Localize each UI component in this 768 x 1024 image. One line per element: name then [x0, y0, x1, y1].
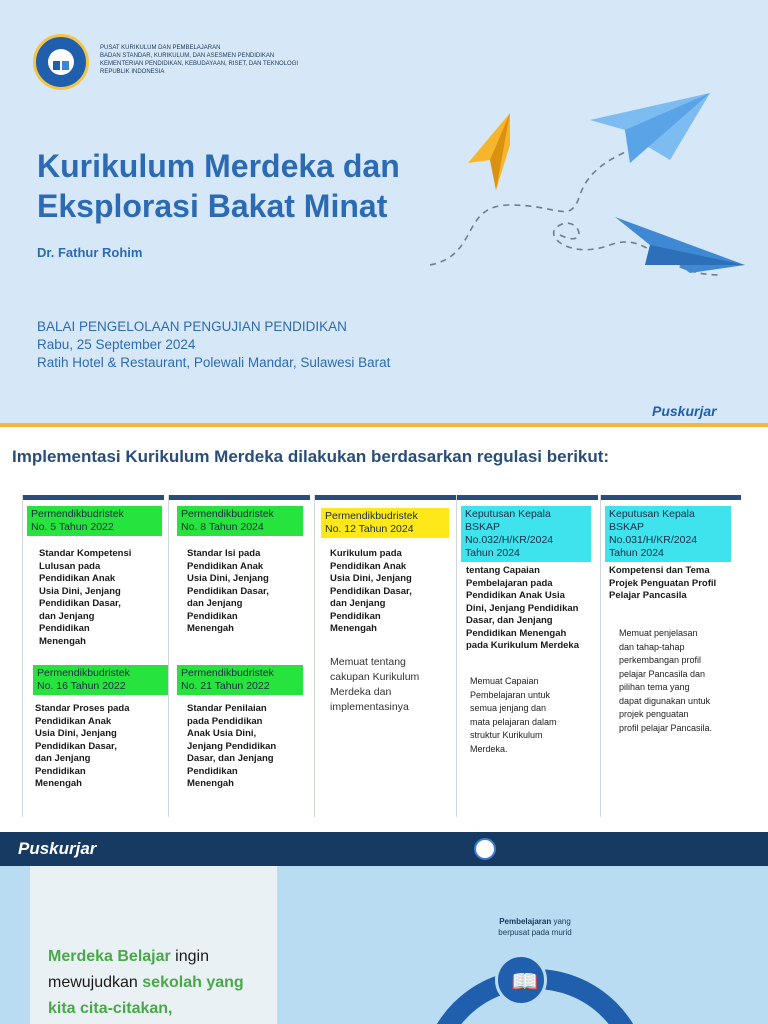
regulation-label: Permendikbudristek No. 5 Tahun 2022 [27, 506, 162, 536]
regulation-slide [0, 427, 768, 832]
regulation-column-3 [314, 495, 456, 817]
regulation-summary: Memuat tentang cakupan Kurikulum Merdeka dan implementasinya [330, 656, 420, 713]
event-info [37, 318, 390, 372]
institution-line: KEMENTERIAN PENDIDIKAN, KEBUDAYAAN, RISET, DAN TEKNOLOGI [100, 61, 299, 67]
body-text: ingin mewujudkan [48, 948, 209, 991]
institution-line: REPUBLIK INDONESIA [100, 69, 165, 75]
paper-planes-illustration-icon [420, 85, 760, 295]
regulation-description: Standar Proses pada Pendidikan Anak Usia Dini, Jenjang Pendidikan Dasar, dan Jenjang Pendidikan Menengah [35, 703, 130, 789]
event-date: Rabu, 25 September 2024 [37, 337, 196, 352]
regulation-description: tentang Capaian Pembelajaran pada Pendidikan Anak Usia Dini, Jenjang Pendidikan Dasar, dan Jenjang Pendidikan Menengah pada Kurikulum Merdeka [466, 565, 579, 651]
slide-header-bar [0, 832, 768, 866]
regulation-label: Keputusan Kepala BSKAP No.032/H/KR/2024 Tahun 2024 [461, 506, 591, 562]
author-name: Dr. Fathur Rohim [37, 245, 143, 260]
puskurjar-brand: Puskurjar [652, 403, 717, 419]
highlight-text: Merdeka Belajar [48, 948, 171, 965]
regulation-column-1 [22, 495, 164, 817]
label-bold: Pembelajaran [499, 917, 552, 926]
regulation-label: Keputusan Kepala BSKAP No.031/H/KR/2024 Tahun 2024 [605, 506, 731, 562]
student-centered-label [465, 916, 605, 938]
merdeka-belajar-statement [48, 944, 268, 1022]
event-venue: Ratih Hotel & Restaurant, Polewali Mandar, Sulawesi Barat [37, 355, 391, 370]
merdeka-belajar-slide [0, 866, 768, 1024]
regulation-column-2 [168, 495, 310, 817]
title-line-1: Kurikulum Merdeka dan [37, 148, 400, 184]
institution-block [100, 44, 298, 76]
title-line-2: Eksplorasi Bakat Minat [37, 188, 388, 224]
label-rest: yang berpusat pada murid [498, 917, 572, 937]
regulation-label: Permendikbudristek No. 21 Tahun 2022 [177, 665, 303, 695]
slide-title [37, 146, 467, 226]
regulation-summary: Memuat Capaian Pembelajaran untuk semua jenjang dan mata pelajaran dalam struktur Kurikulum Merdeka. [470, 676, 557, 754]
highlight-text: sekolah yang kita cita-citakan, [48, 974, 244, 1017]
institution-line: PUSAT KURIKULUM DAN PEMBELAJARAN [100, 45, 221, 51]
regulation-label: Permendikbudristek No. 12 Tahun 2024 [321, 508, 449, 538]
regulation-summary: Memuat penjelasan dan tahap-tahap perkembangan profil pelajar Pancasila dan pilihan tema yang dapat digunakan untuk projek penguatan profil pelajar Pancasila. [619, 628, 713, 733]
regulation-description: Standar Kompetensi Lulusan pada Pendidikan Anak Usia Dini, Jenjang Pendidikan Dasar, dan Jenjang Pendidikan Menengah [39, 548, 132, 647]
regulation-description: Standar Isi pada Pendidikan Anak Usia Dini, Jenjang Pendidikan Dasar, dan Jenjang Pendidikan Menengah [187, 548, 269, 634]
slide-heading: Implementasi Kurikulum Merdeka dilakukan berdasarkan regulasi berikut: [12, 447, 610, 466]
regulation-label: Permendikbudristek No. 16 Tahun 2022 [33, 665, 168, 695]
tut-wuri-handayani-logo-icon [33, 34, 89, 90]
reading-student-icon: 📖 [495, 954, 547, 1006]
regulation-label: Permendikbudristek No. 8 Tahun 2024 [177, 506, 303, 536]
event-organizer: BALAI PENGELOLAAN PENGUJIAN PENDIDIKAN [37, 319, 347, 334]
regulation-column-4 [456, 495, 598, 817]
title-slide [0, 0, 768, 427]
left-text-panel [30, 866, 277, 1024]
regulation-description: Kompetensi dan Tema Projek Penguatan Profil Pelajar Pancasila [609, 565, 717, 601]
regulation-description: Kurikulum pada Pendidikan Anak Usia Dini, Jenjang Pendidikan Dasar, dan Jenjang Pendidikan Menengah [330, 548, 412, 634]
tut-wuri-handayani-logo-icon [474, 838, 496, 860]
institution-line: BADAN STANDAR, KURIKULUM, DAN ASESMEN PENDIDIKAN [100, 53, 275, 59]
regulation-column-5 [600, 495, 741, 817]
puskurjar-brand: Puskurjar [18, 839, 97, 858]
regulation-description: Standar Penilaian pada Pendidikan Anak Usia Dini, Jenjang Pendidikan Dasar, dan Jenjang Pendidikan Menengah [187, 703, 277, 789]
